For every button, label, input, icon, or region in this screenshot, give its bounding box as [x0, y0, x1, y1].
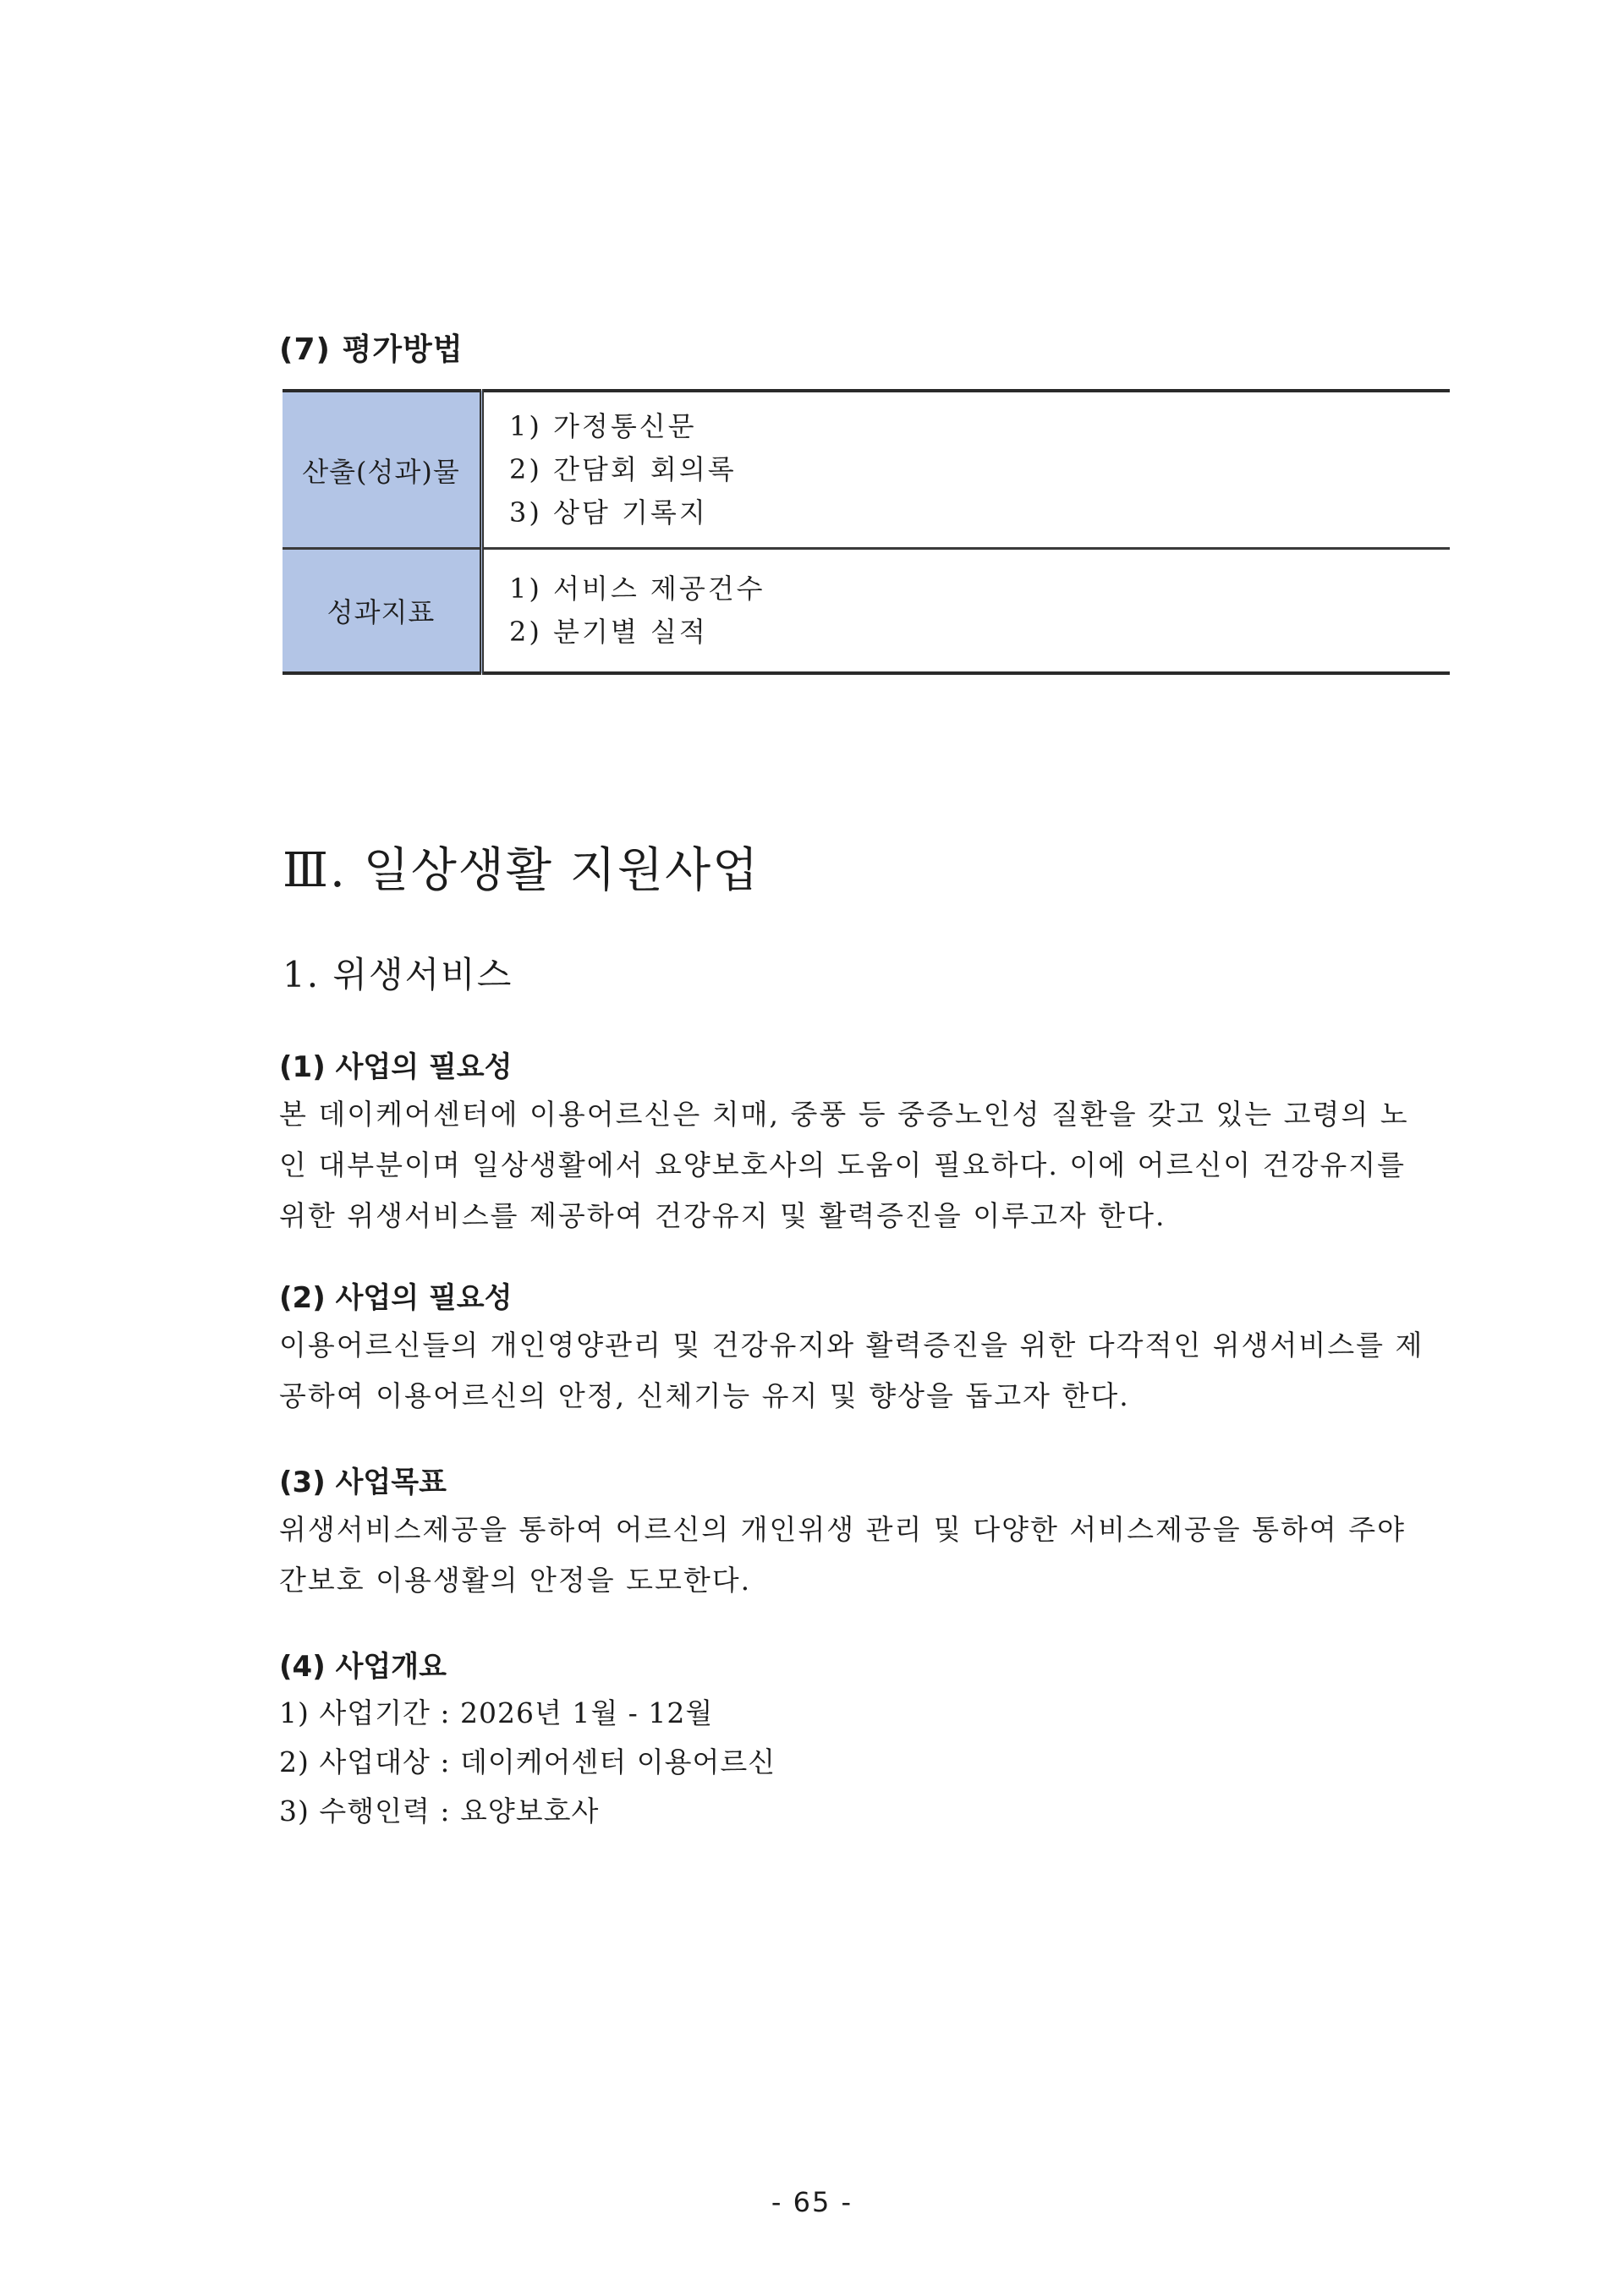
paragraph-line: 본 데이케어센터에 이용어르신은 치매, 중풍 등 중증노인성 질환을 갖고 있는 고령의 노 — [279, 1098, 1409, 1131]
row-items-outputs — [482, 391, 1451, 549]
table-row — [283, 549, 1450, 674]
paragraph-line: 공하여 이용어르신의 안정, 신체기능 유지 및 향상을 돕고자 한다. — [279, 1379, 1130, 1412]
necessity-block-2 — [279, 1276, 1429, 1422]
list-item: 2) 사업대상 : 데이케어센터 이용어르신 — [279, 1745, 776, 1778]
evaluation-heading: (7) 평가방법 — [279, 332, 464, 367]
row-label-indicators: 성과지표 — [283, 549, 482, 674]
list-item: 1) 사업기간 : 2026년 1월 - 12월 — [279, 1696, 714, 1729]
row-label-outputs: 산출(성과)물 — [283, 391, 482, 549]
table-row — [283, 391, 1450, 549]
list-item: 3) 상담 기록지 — [509, 496, 708, 529]
block-heading: (1) 사업의 필요성 — [279, 1050, 513, 1084]
block-heading: (2) 사업의 필요성 — [279, 1281, 513, 1315]
paragraph-line: 위한 위생서비스를 제공하여 건강유지 및 활력증진을 이루고자 한다. — [279, 1199, 1166, 1232]
evaluation-table — [283, 389, 1450, 675]
necessity-block — [279, 1045, 1429, 1241]
overview-block — [279, 1645, 1429, 1836]
list-item: 2) 간담회 회의록 — [509, 453, 737, 485]
section-title: Ⅲ. 일상생활 지원사업 — [283, 843, 760, 898]
paragraph-line: 인 대부분이며 일상생활에서 요양보호사의 도움이 필요하다. 이에 어르신이 건강유지를 — [279, 1148, 1407, 1181]
goal-block — [279, 1460, 1429, 1606]
row-items-indicators — [482, 549, 1451, 674]
subsection-title: 1. 위생서비스 — [283, 954, 513, 995]
paragraph-line: 간보호 이용생활의 안정을 도모한다. — [279, 1564, 752, 1597]
paragraph-line: 이용어르신들의 개인영양관리 및 건강유지와 활력증진을 위한 다각적인 위생서비스를 제 — [279, 1329, 1424, 1362]
list-item: 1) 서비스 제공건수 — [509, 573, 765, 605]
paragraph-line: 위생서비스제공을 통하여 어르신의 개인위생 관리 및 다양한 서비스제공을 통하여 주야 — [279, 1513, 1407, 1546]
list-item: 1) 가정통신문 — [509, 410, 697, 442]
page-number: - 65 - — [771, 2186, 853, 2218]
block-heading: (4) 사업개요 — [279, 1650, 447, 1684]
list-item: 2) 분기별 실적 — [509, 616, 708, 648]
list-item: 3) 수행인력 : 요양보호사 — [279, 1795, 600, 1827]
block-heading: (3) 사업목표 — [279, 1466, 447, 1499]
